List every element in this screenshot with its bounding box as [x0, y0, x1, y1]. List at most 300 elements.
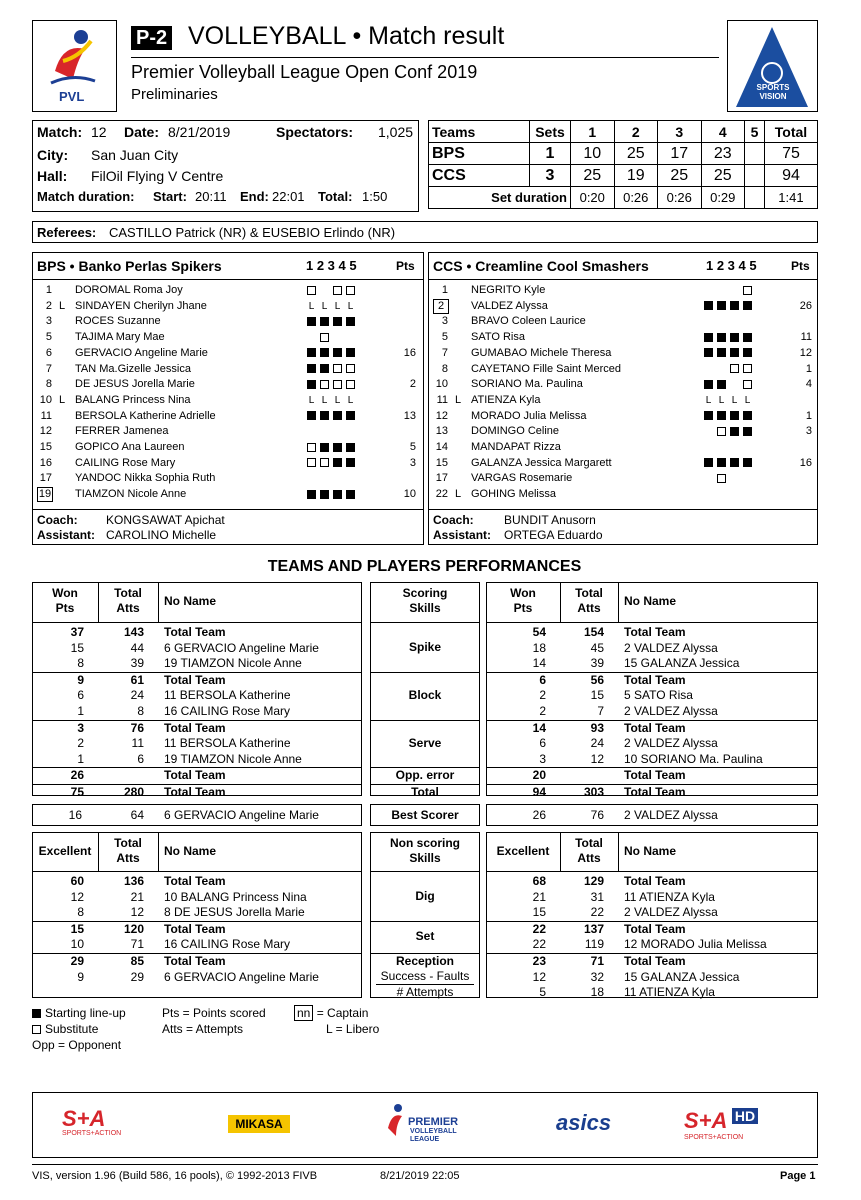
player-or-team: 15 GALANZA Jessica — [624, 656, 740, 671]
score-a-s4: 23 — [701, 143, 745, 165]
starting-square-icon — [333, 490, 342, 499]
match-no: 12 — [91, 124, 107, 140]
head-skill-1: Non scoring — [389, 836, 460, 850]
set-duration-label: Set duration — [429, 187, 571, 209]
starting-square-icon — [704, 380, 713, 389]
player-name: SINDAYEN Cherilyn Jhane — [75, 299, 207, 312]
player-name: VALDEZ Alyssa — [471, 299, 548, 312]
starting-square-icon — [32, 1009, 41, 1018]
roster-row — [32, 487, 424, 502]
player-number: 6 — [45, 346, 52, 359]
won-value: 3 — [539, 751, 546, 766]
sports-vision-logo-text: SPORTS VISION — [756, 83, 790, 101]
player-or-team: 10 BALANG Princess Nina — [164, 889, 307, 904]
roster-row — [428, 283, 818, 298]
perf-line — [486, 871, 818, 872]
team-a-assistant-label: Assistant: — [37, 528, 96, 542]
starting-square-icon — [743, 427, 752, 436]
player-points: 16 — [403, 346, 416, 359]
roster-row — [32, 346, 424, 361]
total-value: 8 — [137, 704, 144, 718]
player-or-team: 11 BERSOLA Katherine — [164, 688, 291, 703]
sponsor-sa-sub: SPORTS+ACTION — [62, 1130, 122, 1137]
libero-letter: L — [308, 300, 315, 312]
roster-row — [32, 377, 424, 392]
total-value: 85 — [130, 954, 144, 968]
set-duration-4: 0:29 — [701, 187, 745, 209]
total-value: 39 — [130, 656, 144, 671]
empty-slot — [704, 490, 713, 499]
score-a-s1: 10 — [571, 143, 615, 165]
player-number: 7 — [45, 362, 52, 375]
score-a-s5 — [745, 143, 765, 165]
player-name: GOPICO Ana Laureen — [75, 441, 185, 453]
score-head-total: Total — [764, 121, 817, 143]
score-b-s5 — [745, 165, 765, 187]
player-sets — [704, 487, 756, 502]
empty-slot — [346, 474, 355, 483]
sponsor-pvl-logo — [384, 1102, 464, 1150]
best-scorer-name-a: 6 GERVACIO Angeline Marie — [164, 808, 319, 822]
skill-name: Reception — [395, 954, 454, 968]
substitute-square-icon — [320, 380, 329, 389]
score-b-s2: 19 — [614, 165, 658, 187]
starting-square-icon — [730, 301, 739, 310]
player-name: BALANG Princess Nina — [75, 393, 191, 406]
head-total-b1: Total — [575, 586, 603, 600]
player-number: 19 — [38, 488, 52, 501]
total-value: 22 — [590, 905, 604, 920]
best-scorer-total-a: 64 — [130, 808, 144, 822]
score-head-5: 5 — [745, 121, 765, 143]
player-name: SORIANO Ma. Paulina — [471, 378, 583, 391]
libero-letter: L — [744, 394, 751, 406]
total-value: 61 — [130, 672, 144, 687]
head-total-1: Total — [114, 836, 142, 850]
starting-square-icon — [730, 333, 739, 342]
team-b-coach-label: Coach: — [433, 513, 474, 527]
sponsor-mikasa-logo: MIKASA — [228, 1115, 290, 1133]
score-table — [428, 120, 818, 209]
starting-square-icon — [717, 380, 726, 389]
player-name: MORADO Julia Melissa — [471, 409, 587, 422]
player-sets — [307, 456, 359, 471]
player-name: TAN Ma.Gizelle Jessica — [75, 362, 191, 375]
player-points: 1 — [805, 409, 812, 422]
player-number: 17 — [39, 472, 52, 485]
player-or-team: 10 SORIANO Ma. Paulina — [624, 751, 763, 766]
skill-name: Opp. error — [395, 768, 455, 783]
player-points: 3 — [409, 456, 416, 469]
perf-line — [370, 921, 480, 922]
roster-row — [32, 440, 424, 455]
score-team-a: BPS — [429, 143, 530, 165]
total-value: 137 — [583, 921, 604, 936]
starting-square-icon — [346, 411, 355, 420]
player-or-team: Total Team — [164, 672, 226, 687]
player-sets — [307, 299, 359, 314]
empty-slot — [743, 474, 752, 483]
perf-line — [32, 871, 362, 872]
player-name: BERSOLA Katherine Adrielle — [75, 409, 216, 422]
empty-slot — [704, 364, 713, 373]
player-or-team: Total Team — [164, 954, 226, 968]
start-label: Start: — [153, 189, 187, 204]
starting-square-icon — [333, 411, 342, 420]
player-name: ROCES Suzanne — [75, 315, 161, 328]
player-sets — [307, 487, 359, 502]
best-scorer-label: Best Scorer — [391, 808, 459, 822]
total-value: 21 — [130, 889, 144, 904]
starting-square-icon — [307, 364, 316, 373]
player-number: 10 — [435, 378, 448, 391]
best-scorer-won-a: 16 — [68, 808, 82, 822]
won-value: 68 — [532, 874, 546, 888]
roster-row — [428, 456, 818, 471]
player-name: NEGRITO Kyle — [471, 284, 546, 296]
player-number: 22 — [435, 488, 448, 501]
total-value: 154 — [583, 625, 604, 639]
head-won-2: Pts — [55, 601, 75, 615]
team-b-set-cols: 1 2 3 4 5 — [706, 258, 757, 273]
starting-square-icon — [307, 380, 316, 389]
roster-row — [428, 487, 818, 502]
player-or-team: 16 CAILING Rose Mary — [164, 704, 291, 718]
starting-square-icon — [704, 458, 713, 467]
starting-square-icon — [320, 317, 329, 326]
sponsor-sa-logo — [62, 1108, 138, 1140]
footer-page: Page 1 — [780, 1170, 816, 1182]
empty-slot — [320, 427, 329, 436]
sponsor-sahd-sub: SPORTS+ACTION — [684, 1134, 744, 1141]
empty-slot — [704, 443, 713, 452]
team-b-pts-label: Pts — [791, 259, 810, 273]
head-won-b2: Pts — [513, 601, 533, 615]
referees-value: CASTILLO Patrick (NR) & EUSEBIO Erlindo (NR) — [109, 225, 396, 240]
head-name-b: No Name — [624, 844, 677, 858]
skill-name: Total — [411, 784, 439, 799]
won-value: 2 — [539, 688, 546, 703]
starting-square-icon — [320, 411, 329, 420]
perf-vline — [618, 832, 619, 871]
won-value: 75 — [70, 785, 84, 799]
libero-letter: L — [731, 394, 738, 406]
starting-square-icon — [717, 333, 726, 342]
page-tag: P-2 — [131, 26, 172, 50]
starting-square-icon — [717, 411, 726, 420]
empty-slot — [307, 333, 316, 342]
empty-slot — [320, 474, 329, 483]
head-total-2: Atts — [116, 851, 140, 865]
player-name: GOHING Melissa — [471, 488, 556, 501]
player-name: FERRER Jamenea — [75, 425, 169, 438]
player-or-team: 2 VALDEZ Alyssa — [624, 905, 718, 920]
team-b-assistant-label: Assistant: — [433, 528, 492, 542]
roster-row — [32, 424, 424, 439]
player-sets — [307, 393, 359, 408]
substitute-square-icon — [320, 458, 329, 467]
substitute-square-icon — [730, 364, 739, 373]
roster-row — [428, 377, 818, 392]
team-b-assistant: ORTEGA Eduardo — [504, 528, 603, 542]
head-skill-1: Scoring — [402, 586, 448, 600]
page-title: VOLLEYBALL • Match result — [188, 22, 505, 50]
starting-square-icon — [730, 427, 739, 436]
roster-row — [32, 330, 424, 345]
starting-square-icon — [717, 301, 726, 310]
libero-mark: L — [59, 299, 66, 312]
substitute-square-icon — [307, 286, 316, 295]
player-number: 15 — [435, 456, 448, 469]
empty-slot — [730, 317, 739, 326]
total-value: 24 — [590, 736, 604, 751]
won-value: 26 — [70, 768, 84, 783]
starting-square-icon — [743, 411, 752, 420]
player-or-team: 2 VALDEZ Alyssa — [624, 704, 718, 718]
player-number: 10 — [39, 393, 52, 406]
starting-square-icon — [704, 301, 713, 310]
won-value: 23 — [532, 954, 546, 968]
substitute-square-icon — [743, 286, 752, 295]
empty-slot — [743, 317, 752, 326]
roster-row — [32, 362, 424, 377]
starting-square-icon — [346, 443, 355, 452]
total-value: 7 — [597, 704, 604, 718]
player-or-team: 5 SATO Risa — [624, 688, 693, 703]
won-value: 94 — [532, 785, 546, 799]
team-a-coach: KONGSAWAT Apichat — [106, 513, 225, 527]
footer-date: 8/21/2019 22:05 — [380, 1170, 460, 1182]
team-a-set-cols: 1 2 3 4 5 — [306, 258, 357, 273]
player-or-team: 6 GERVACIO Angeline Marie — [164, 969, 319, 984]
player-name: TIAMZON Nicole Anne — [75, 488, 187, 501]
perf-vline — [618, 582, 619, 622]
roster-row — [32, 409, 424, 424]
starting-square-icon — [346, 348, 355, 357]
starting-square-icon — [320, 364, 329, 373]
spectators-label: Spectators: — [276, 124, 354, 140]
total-value: 44 — [130, 640, 144, 655]
empty-slot — [307, 474, 316, 483]
head-won-1: Won — [52, 586, 78, 600]
perf-vline — [158, 582, 159, 622]
score-sets-a: 1 — [530, 143, 571, 165]
total-value: 12 — [590, 751, 604, 766]
sponsor-pvl-text2: VOLLEYBALL — [410, 1128, 457, 1135]
match-date: 8/21/2019 — [168, 124, 231, 140]
player-number: 11 — [436, 393, 448, 406]
empty-slot — [730, 286, 739, 295]
empty-slot — [717, 286, 726, 295]
total-value: 280 — [123, 785, 144, 799]
libero-letter: L — [718, 394, 725, 406]
substitute-square-icon — [346, 380, 355, 389]
player-or-team: 19 TIAMZON Nicole Anne — [164, 656, 302, 671]
player-sets — [307, 362, 359, 377]
empty-slot — [730, 474, 739, 483]
perf-line — [486, 622, 818, 623]
player-or-team: Total Team — [624, 874, 686, 888]
player-or-team: Total Team — [624, 625, 686, 639]
player-number: 8 — [45, 378, 52, 391]
head-skill-2: Skills — [409, 851, 441, 865]
won-value: 8 — [77, 905, 84, 920]
score-head-4: 4 — [701, 121, 745, 143]
player-name: DE JESUS Jorella Marie — [75, 378, 195, 391]
player-sets — [704, 346, 756, 361]
total-value: 56 — [590, 672, 604, 687]
perf-line — [370, 622, 480, 623]
sponsor-pvl-text3: LEAGUE — [410, 1136, 440, 1143]
player-number: 5 — [441, 331, 448, 344]
total-value: 18 — [590, 985, 604, 1000]
score-a-s2: 25 — [614, 143, 658, 165]
empty-slot — [320, 286, 329, 295]
won-value: 14 — [532, 656, 546, 671]
starting-square-icon — [743, 348, 752, 357]
player-name: GUMABAO Michele Theresa — [471, 346, 612, 359]
player-points: 2 — [409, 378, 416, 391]
score-b-s4: 25 — [701, 165, 745, 187]
skill-name: Spike — [408, 640, 441, 655]
total-value: 6 — [137, 751, 144, 766]
empty-slot — [704, 317, 713, 326]
starting-square-icon — [730, 458, 739, 467]
substitute-square-icon — [307, 443, 316, 452]
libero-letter: L — [347, 394, 354, 406]
starting-square-icon — [717, 458, 726, 467]
spectators: 1,025 — [378, 124, 414, 140]
score-head-sets: Sets — [530, 121, 571, 143]
player-number: 3 — [45, 315, 52, 328]
won-value: 9 — [77, 969, 84, 984]
best-scorer-won-b: 26 — [532, 808, 546, 822]
player-number: 15 — [39, 441, 52, 453]
player-number: 2 — [433, 299, 449, 314]
player-points: 12 — [799, 346, 812, 359]
player-or-team: 11 ATIENZA Kyla — [624, 985, 715, 1000]
won-value: 10 — [70, 937, 84, 952]
roster-row — [32, 283, 424, 298]
won-value: 21 — [532, 889, 546, 904]
head-total-b2: Atts — [577, 851, 601, 865]
match-label: Match: — [37, 124, 83, 140]
starting-square-icon — [346, 490, 355, 499]
won-value: 29 — [70, 954, 84, 968]
player-sets — [704, 299, 756, 314]
perf-line — [370, 672, 480, 673]
player-sets — [307, 314, 359, 329]
player-sets — [704, 393, 756, 408]
player-number: 12 — [435, 409, 448, 422]
starting-square-icon — [743, 458, 752, 467]
player-sets — [307, 409, 359, 424]
player-sets — [307, 330, 359, 345]
substitute-square-icon — [333, 286, 342, 295]
starting-square-icon — [743, 333, 752, 342]
player-number: 17 — [435, 472, 448, 485]
total-value: 93 — [590, 720, 604, 735]
player-or-team: 11 ATIENZA Kyla — [624, 889, 715, 904]
substitute-square-icon — [743, 364, 752, 373]
player-number: 16 — [39, 456, 52, 469]
player-sets — [307, 471, 359, 486]
player-name: BRAVO Coleen Laurice — [471, 315, 586, 328]
player-name: CAYETANO Fille Saint Merced — [471, 362, 621, 375]
player-number: 13 — [435, 425, 448, 438]
player-number: 7 — [441, 346, 448, 359]
roster-row — [428, 362, 818, 377]
sponsor-sa-hd-logo — [684, 1108, 796, 1140]
player-or-team: Total Team — [164, 720, 226, 735]
player-number: 11 — [40, 409, 52, 422]
empty-slot — [730, 380, 739, 389]
libero-letter: L — [321, 300, 328, 312]
score-a-total: 75 — [764, 143, 817, 165]
libero-letter: L — [705, 394, 712, 406]
player-points: 26 — [799, 299, 812, 312]
substitute-square-icon — [333, 364, 342, 373]
empty-slot — [717, 490, 726, 499]
total-label: Total: — [318, 189, 353, 204]
player-or-team: Total Team — [624, 785, 686, 799]
won-value: 1 — [77, 751, 84, 766]
starting-square-icon — [704, 348, 713, 357]
player-or-team: Total Team — [164, 785, 226, 799]
skill-name: Set — [415, 929, 435, 944]
won-value: 2 — [539, 704, 546, 718]
player-name: CAILING Rose Mary — [75, 456, 176, 469]
substitute-square-icon — [717, 427, 726, 436]
head-name: No Name — [164, 594, 217, 608]
empty-slot — [704, 427, 713, 436]
won-value: 12 — [532, 969, 546, 984]
player-or-team: Total Team — [164, 921, 226, 936]
team-a-title: BPS • Banko Perlas Spikers — [37, 258, 222, 274]
player-name: GALANZA Jessica Margarett — [471, 456, 612, 469]
head-name-b: No Name — [624, 594, 677, 608]
libero-letter: L — [347, 300, 354, 312]
head-name: No Name — [164, 844, 217, 858]
starting-square-icon — [333, 317, 342, 326]
roster-row — [428, 471, 818, 486]
set-duration-2: 0:26 — [614, 187, 658, 209]
head-total-b1: Total — [575, 836, 603, 850]
total-value: 119 — [584, 937, 604, 952]
player-or-team: 8 DE JESUS Jorella Marie — [164, 905, 305, 920]
won-value: 18 — [532, 640, 546, 655]
total-value: 76 — [130, 720, 144, 735]
end-label: End: — [240, 189, 269, 204]
player-name: YANDOC Nikka Sophia Ruth — [75, 472, 216, 485]
set-duration-total: 1:41 — [764, 187, 817, 209]
player-or-team: 16 CAILING Rose Mary — [164, 937, 291, 952]
roster-row — [32, 314, 424, 329]
total-value: 143 — [123, 625, 144, 639]
roster-row — [32, 393, 424, 408]
player-sets — [307, 377, 359, 392]
player-sets — [704, 456, 756, 471]
player-or-team: 2 VALDEZ Alyssa — [624, 736, 718, 751]
empty-slot — [730, 443, 739, 452]
starting-square-icon — [730, 348, 739, 357]
team-a-coach-label: Coach: — [37, 513, 78, 527]
substitute-square-icon — [320, 333, 329, 342]
player-sets — [704, 283, 756, 298]
player-number: 1 — [45, 284, 52, 296]
sponsor-pvl-icon — [384, 1102, 406, 1148]
duration-label: Match duration: — [37, 189, 135, 204]
